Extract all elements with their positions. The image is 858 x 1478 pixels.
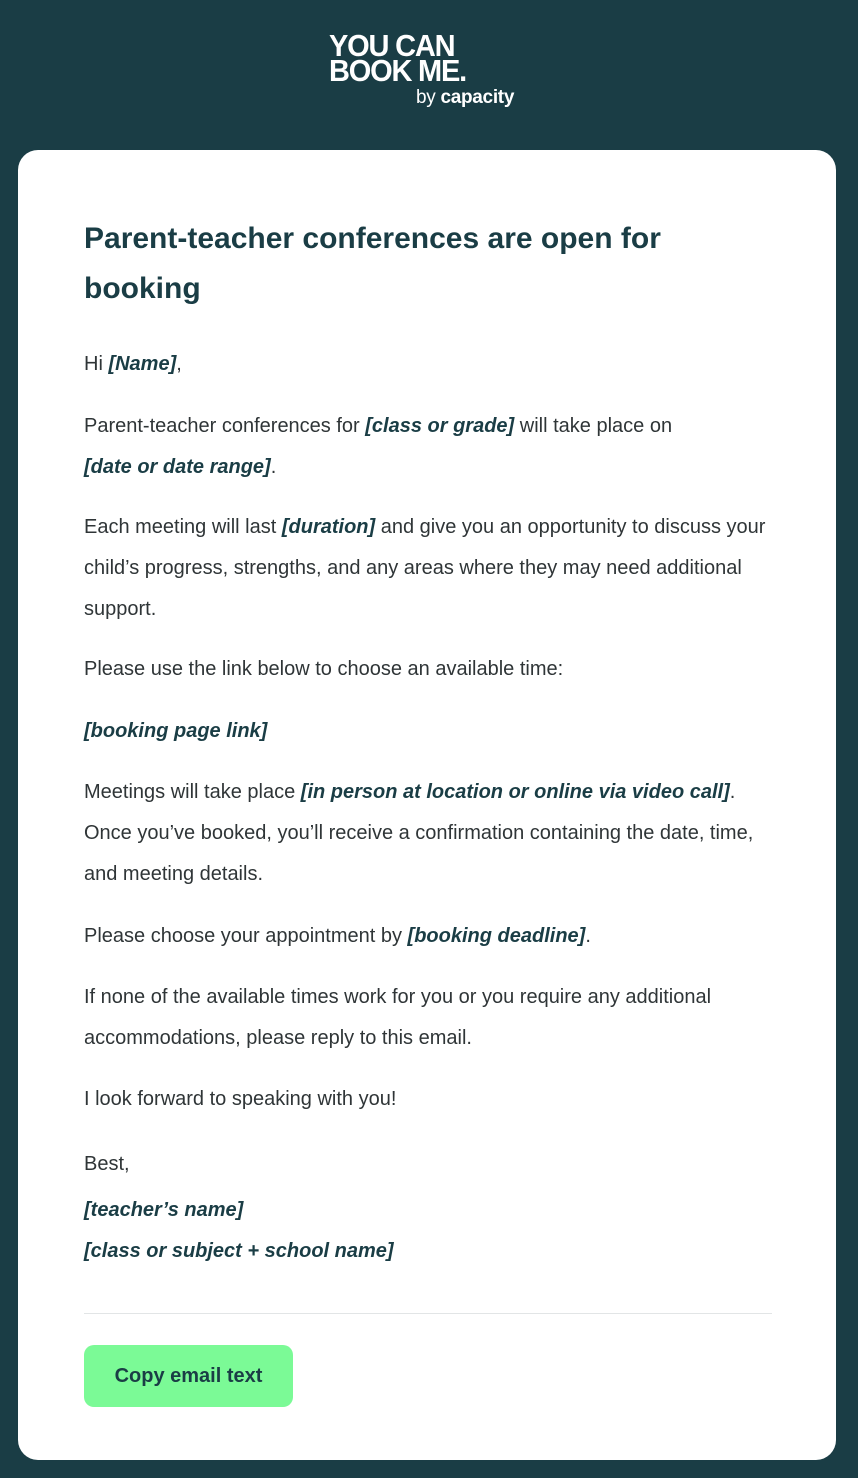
logo-line-2: BOOK ME. bbox=[329, 54, 467, 89]
email-paragraph-deadline bbox=[84, 916, 772, 957]
copy-email-text-button[interactable]: Copy email text bbox=[84, 1345, 293, 1407]
email-paragraph-duration bbox=[84, 507, 772, 630]
email-title: Parent-teacher conferences are open for booking bbox=[84, 222, 661, 305]
logo-line-1: YOU CAN bbox=[329, 29, 455, 64]
youcanbookme-logo bbox=[329, 29, 529, 108]
email-signature-name bbox=[84, 1190, 772, 1231]
p5-after: . Once you’ve booked, you’ll receive a confirmation containing the date, time, and meeting details. bbox=[84, 781, 754, 885]
p2-after: and give you an opportunity to discuss your child’s progress, strengths, and any areas where they may need additional support. bbox=[84, 516, 766, 620]
p6-end: . bbox=[585, 925, 591, 947]
p5-before: Meetings will take place bbox=[84, 781, 296, 803]
email-paragraph-link bbox=[84, 711, 772, 752]
p2-before: Each meeting will last bbox=[84, 516, 277, 538]
email-paragraph-closing: I look forward to speaking with you! bbox=[84, 1088, 397, 1110]
logo-byline bbox=[416, 88, 514, 108]
placeholder-booking-link: [booking page link] bbox=[84, 720, 268, 742]
email-paragraph-dates bbox=[84, 406, 772, 488]
logo-by: by bbox=[416, 87, 436, 108]
email-template-card bbox=[18, 150, 836, 1460]
email-paragraph-link-intro: Please use the link below to choose an available time: bbox=[84, 658, 564, 680]
email-signature-school bbox=[84, 1231, 772, 1272]
placeholder-location: [in person at location or online via video call] bbox=[300, 781, 730, 803]
greeting-comma: , bbox=[176, 353, 182, 375]
p6-before: Please choose your appointment by bbox=[84, 925, 402, 947]
email-paragraph-location bbox=[84, 772, 772, 895]
p1-before: Parent-teacher conferences for bbox=[84, 415, 360, 437]
greeting-hi: Hi bbox=[84, 353, 103, 375]
email-signoff: Best, bbox=[84, 1153, 130, 1175]
placeholder-name: [Name] bbox=[108, 353, 177, 375]
placeholder-duration: [duration] bbox=[281, 516, 376, 538]
placeholder-deadline: [booking deadline] bbox=[407, 925, 586, 947]
logo-capacity: capacity bbox=[440, 87, 515, 108]
email-paragraph-reply: If none of the available times work for you or you require any additional accommodations, please reply to this email. bbox=[84, 986, 712, 1049]
placeholder-date: [date or date range] bbox=[84, 456, 271, 478]
p1-end: . bbox=[270, 456, 277, 478]
placeholder-teacher-name: [teacher’s name] bbox=[84, 1199, 244, 1221]
email-greeting bbox=[84, 344, 772, 385]
p1-middle: will take place on bbox=[519, 415, 673, 437]
placeholder-class-school: [class or subject + school name] bbox=[84, 1240, 394, 1262]
divider bbox=[84, 1313, 772, 1314]
placeholder-class: [class or grade] bbox=[365, 415, 515, 437]
